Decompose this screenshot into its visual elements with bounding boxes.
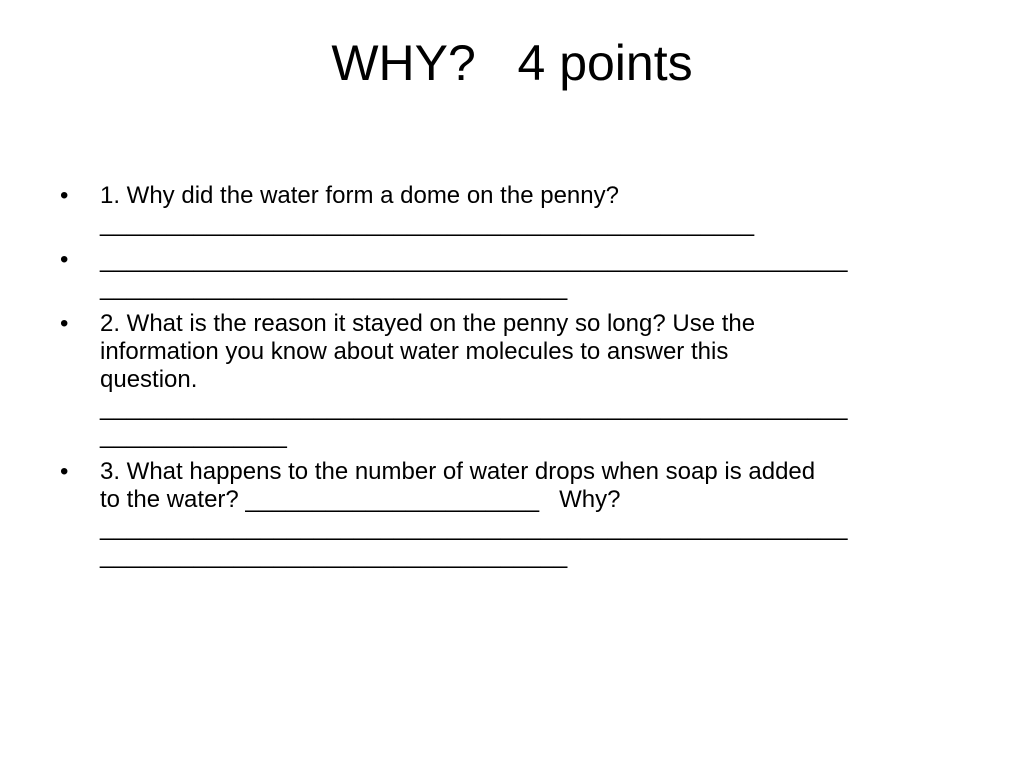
question-1-text: 1. Why did the water form a dome on the penny?	[100, 182, 619, 209]
slide-title: WHY? 4 points	[331, 35, 693, 91]
question-2-text: question.	[100, 366, 198, 393]
answer-blank: ________________________________________________________	[100, 514, 848, 541]
bullet-list	[60, 182, 965, 578]
bullet-item-3	[60, 310, 965, 450]
answer-blank: ___________________________________	[100, 542, 568, 569]
question-3-text: 3. What happens to the number of water drops when soap is added	[100, 458, 816, 485]
bullet-dot-icon: •	[60, 458, 69, 485]
answer-blank: _________________________________________________	[100, 210, 755, 237]
question-3-text: to the water? ______________________ Why?	[100, 486, 621, 513]
bullet-dot-icon: •	[60, 246, 69, 273]
bullet-item-4	[60, 458, 965, 570]
bullet-item-2	[60, 246, 965, 302]
question-2-text: 2. What is the reason it stayed on the penny so long? Use the	[100, 310, 756, 337]
answer-blank: ___________________________________	[100, 274, 568, 301]
bullet-dot-icon: •	[60, 182, 69, 209]
bullet-item-1	[60, 182, 965, 238]
bullet-dot-icon: •	[60, 310, 69, 337]
answer-blank: ________________________________________________________	[100, 394, 848, 421]
answer-blank: ________________________________________________________	[100, 246, 848, 273]
question-2-text: information you know about water molecules to answer this	[100, 338, 729, 365]
answer-blank: ______________	[100, 422, 287, 449]
